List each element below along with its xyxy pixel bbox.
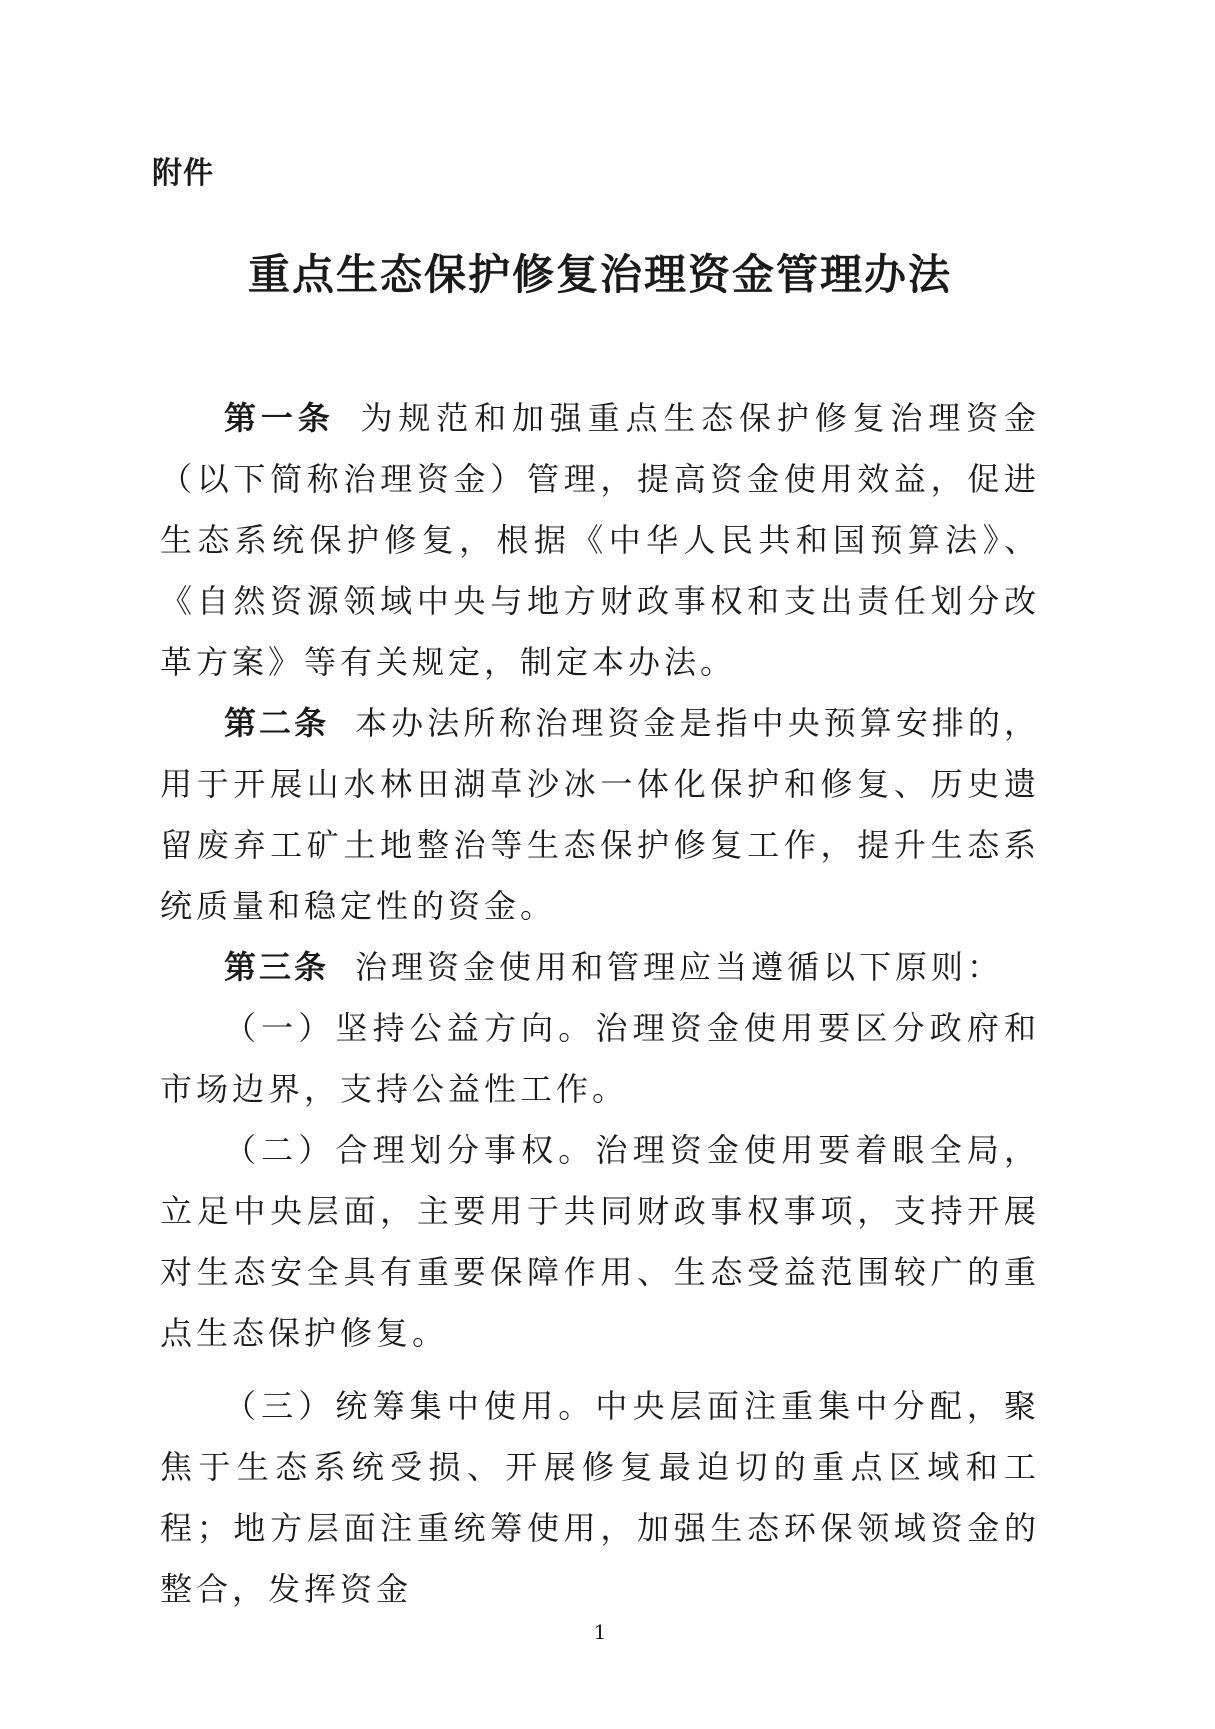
article-number: 第三条: [224, 948, 330, 986]
article-number: 第一条: [224, 399, 335, 437]
document-title: 重点生态保护修复治理资金管理办法: [247, 250, 952, 299]
article-2: [160, 693, 1040, 937]
principle-1: （一）坚持公益方向。治理资金使用要区分政府和市场边界，支持公益性工作。: [160, 1009, 1040, 1108]
article-text: 为规范和加强重点生态保护修复治理资金（以下简称治理资金）管理，提高资金使用效益，促进生态系统保护修复，根据《中华人民共和国预算法》、《自然资源领域中央与地方财政事权和支出责任划分改革方案》等有关规定，制定本办法。: [160, 399, 1040, 681]
principle-2: （二）合理划分事权。治理资金使用要着眼全局，立足中央层面，主要用于共同财政事权事项，支持开展对生态安全具有重要保障作用、生态受益范围较广的重点生态保护修复。: [160, 1131, 1040, 1352]
attachment-label: 附件: [152, 156, 214, 191]
article-text: 治理资金使用和管理应当遵循以下原则：: [355, 948, 1004, 986]
principle-3: （三）统筹集中使用。中央层面注重集中分配，聚焦于生态系统受损、开展修复最迫切的重点区域和工程；地方层面注重统筹使用，加强生态环保领域资金的整合，发挥资金: [160, 1387, 1040, 1608]
article-3: [160, 937, 1040, 998]
article-number: 第二条: [224, 704, 330, 742]
article-1: [160, 388, 1040, 693]
article-text: 本办法所称治理资金是指中央预算安排的，用于开展山水林田湖草沙冰一体化保护和修复、历史遗留废弃工矿土地整治等生态保护修复工作，提升生态系统质量和稳定性的资金。: [160, 704, 1040, 925]
document-body: [160, 388, 1040, 1620]
page-number: 1: [593, 1620, 607, 1644]
